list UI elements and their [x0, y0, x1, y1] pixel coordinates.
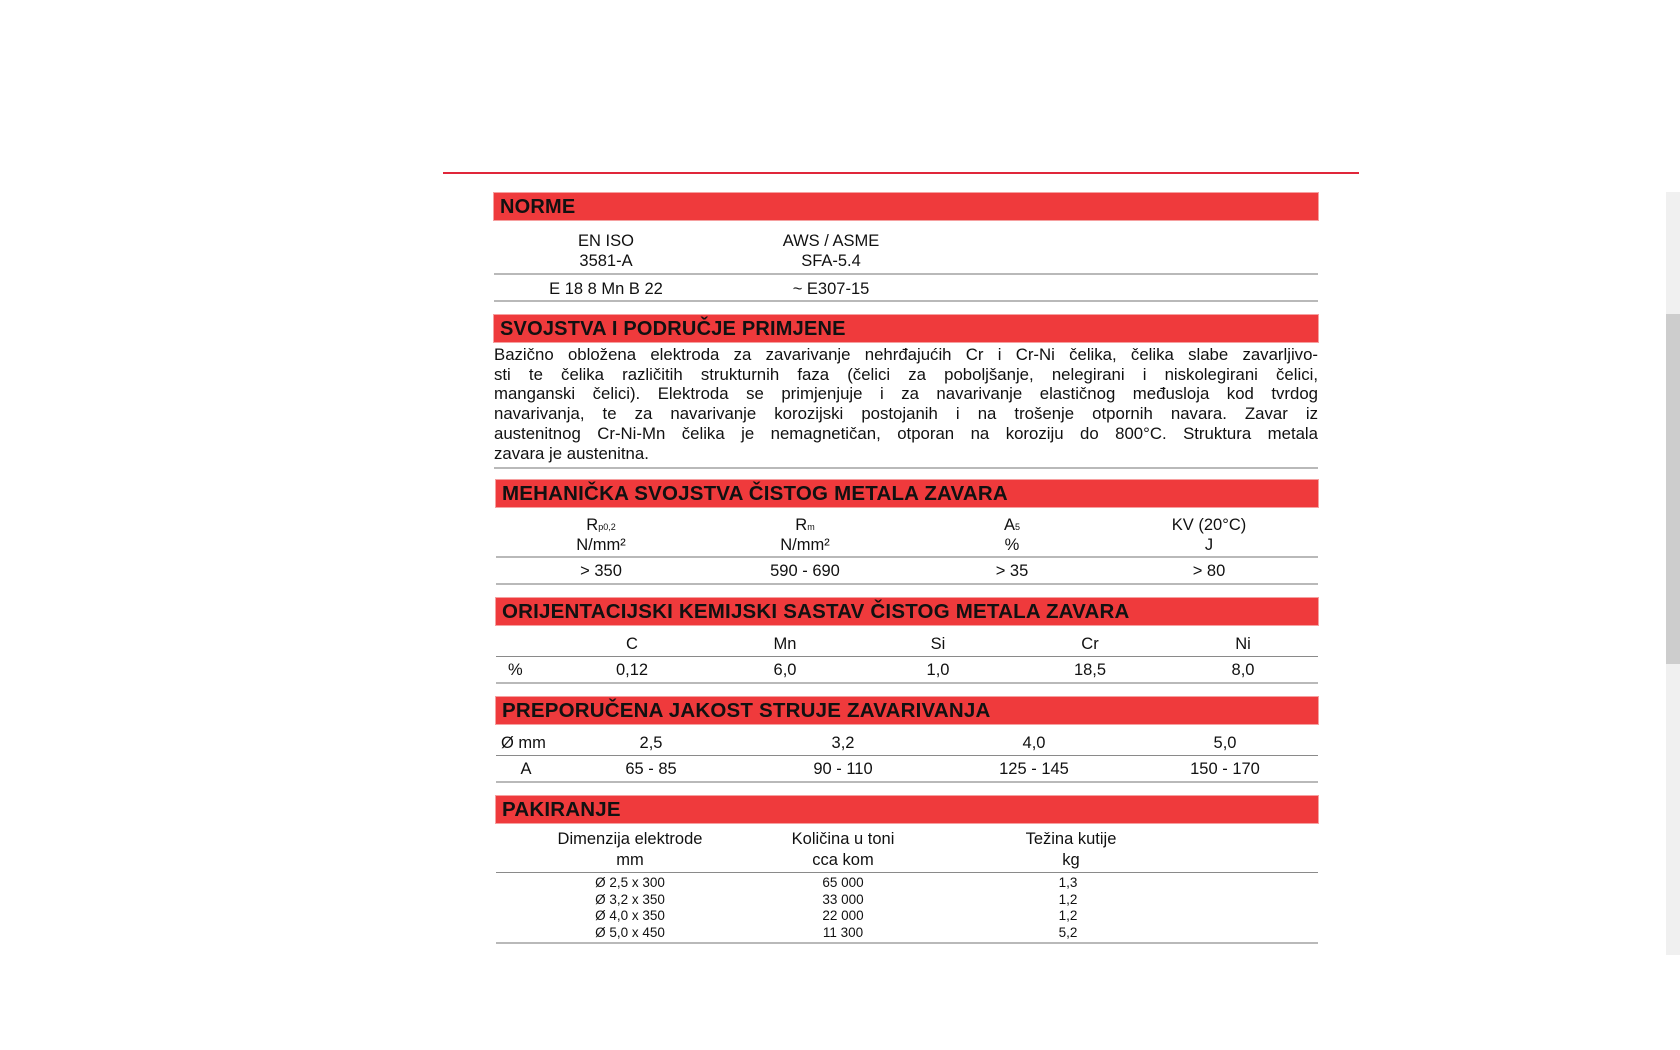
packing-weight: 1,2 — [1058, 891, 1078, 907]
subscript: m — [807, 522, 815, 533]
mech-unit: J — [1204, 536, 1214, 555]
packing-row — [494, 892, 1318, 909]
description-line: navarivanja, te za navarivanje korozijski postojanih i na trošenje otpornih navara. Zavar iz — [494, 404, 1318, 424]
chem-element: Si — [930, 635, 946, 654]
diameter-value: 5,0 — [1213, 734, 1237, 753]
section-title-pakiranje: PAKIRANJE — [496, 796, 1318, 823]
section-title-mehanicka: MEHANIČKA SVOJSTVA ČISTOG METALA ZAVARA — [496, 480, 1318, 507]
current-diameter-row — [494, 732, 1318, 755]
mech-symbol: KV (20°C) — [1171, 516, 1247, 535]
diameter-value: 4,0 — [1022, 734, 1046, 753]
mech-value-row — [494, 558, 1318, 583]
packing-header-row-1 — [494, 830, 1318, 851]
packing-quantity: 11 300 — [822, 924, 864, 940]
chem-value: 8,0 — [1231, 661, 1255, 680]
chem-element: Mn — [773, 635, 797, 654]
current-range-row — [494, 756, 1318, 781]
norme-header: 3581-A — [579, 252, 633, 270]
description-line: zavara je austenitna. — [494, 443, 649, 463]
packing-dimension: Ø 4,0 x 350 — [595, 908, 665, 924]
symbol: R — [586, 516, 599, 535]
mech-unit: N/mm² — [576, 536, 626, 555]
description-line: sti te čelika različitih strukturnih faza (čelici za poboljšanje, nelegirani i niskolegirani čelici, — [494, 364, 1318, 384]
mech-unit-row — [494, 536, 1318, 556]
current-label: A — [520, 760, 532, 779]
chem-value: 6,0 — [773, 661, 797, 680]
norme-value-row — [494, 275, 1318, 300]
norme-header: AWS / ASME — [782, 232, 880, 250]
description-paragraph — [494, 345, 1318, 463]
packing-header: Dimenzija elektrode — [557, 830, 703, 849]
divider — [496, 942, 1318, 944]
mech-value: 590 - 690 — [770, 562, 840, 581]
packing-header: Težina kutije — [1025, 830, 1117, 849]
description-line: austenitnog Cr-Ni-Mn čelika je nemagnetičan, otporan na koroziju do 800°C. Struktura metala — [494, 423, 1318, 443]
description-line: manganski čelici). Elektroda se primjenjuje i za navarivanje elastičnog međusloja kod tvrdog — [494, 384, 1318, 404]
chem-row-label: % — [508, 661, 523, 680]
current-range: 150 - 170 — [1190, 760, 1260, 779]
packing-row — [494, 908, 1318, 925]
current-range: 125 - 145 — [999, 760, 1069, 779]
subscript: 5 — [1015, 522, 1021, 533]
chem-element: C — [626, 635, 638, 654]
datasheet — [494, 193, 1318, 944]
mech-value: > 350 — [580, 562, 622, 581]
packing-weight: 5,2 — [1058, 924, 1078, 940]
mech-value: > 35 — [995, 562, 1029, 581]
norme-header-row-2 — [494, 252, 1318, 273]
section-title-kemijski: ORIJENTACIJSKI KEMIJSKI SASTAV ČISTOG METALA ZAVARA — [496, 598, 1318, 625]
norme-header-row-1 — [494, 230, 1318, 252]
packing-dimension: Ø 5,0 x 450 — [595, 924, 665, 940]
diameter-label: Ø mm — [501, 734, 546, 753]
packing-quantity: 33 000 — [822, 891, 864, 907]
norme-header: EN ISO — [578, 232, 634, 250]
chem-value: 0,12 — [615, 661, 649, 680]
mech-symbol — [586, 516, 615, 535]
norme-value: E 18 8 Mn B 22 — [549, 280, 663, 298]
packing-quantity: 22 000 — [822, 908, 864, 924]
scrollbar-thumb[interactable] — [1666, 314, 1680, 664]
mech-unit: N/mm² — [780, 536, 830, 555]
symbol: R — [795, 516, 808, 535]
mech-symbol — [1004, 516, 1020, 535]
norme-header: SFA-5.4 — [801, 252, 861, 270]
chem-element-row — [494, 633, 1318, 656]
packing-weight: 1,2 — [1058, 908, 1078, 924]
symbol: A — [1003, 516, 1015, 535]
mech-unit: % — [1004, 536, 1020, 555]
current-range: 90 - 110 — [813, 760, 873, 779]
packing-weight: 1,3 — [1058, 875, 1078, 891]
mech-symbol — [795, 516, 814, 535]
packing-header: mm — [616, 851, 644, 870]
packing-dimension: Ø 2,5 x 300 — [595, 875, 665, 891]
packing-quantity: 65 000 — [822, 875, 864, 891]
header-divider — [443, 172, 1359, 174]
chem-value: 1,0 — [926, 661, 950, 680]
chem-element: Ni — [1235, 635, 1251, 654]
chem-value-row — [494, 657, 1318, 682]
norme-value: ~ E307-15 — [792, 280, 870, 298]
section-title-svojstva: SVOJSTVA I PODRUČJE PRIMJENE — [494, 315, 1318, 342]
diameter-value: 2,5 — [639, 734, 663, 753]
packing-row — [494, 875, 1318, 892]
packing-header: Količina u toni — [791, 830, 895, 849]
packing-header: cca kom — [812, 851, 874, 870]
mech-symbol-row — [494, 514, 1318, 536]
chem-value: 18,5 — [1073, 661, 1107, 680]
packing-header-row-2 — [494, 851, 1318, 872]
packing-header: kg — [1062, 851, 1080, 870]
mech-value: > 80 — [1192, 562, 1226, 581]
current-range: 65 - 85 — [625, 760, 677, 779]
subscript: p0,2 — [598, 522, 616, 533]
section-title-norme: NORME — [494, 193, 1318, 220]
diameter-value: 3,2 — [831, 734, 855, 753]
description-line: Bazično obložena elektroda za zavarivanje nehrđajućih Cr i Cr-Ni čelika, čelika slabe zavarljivo- — [494, 345, 1318, 364]
packing-dimension: Ø 3,2 x 350 — [595, 891, 665, 907]
packing-row — [494, 925, 1318, 942]
chem-element: Cr — [1081, 635, 1099, 654]
section-title-struja: PREPORUČENA JAKOST STRUJE ZAVARIVANJA — [496, 697, 1318, 724]
